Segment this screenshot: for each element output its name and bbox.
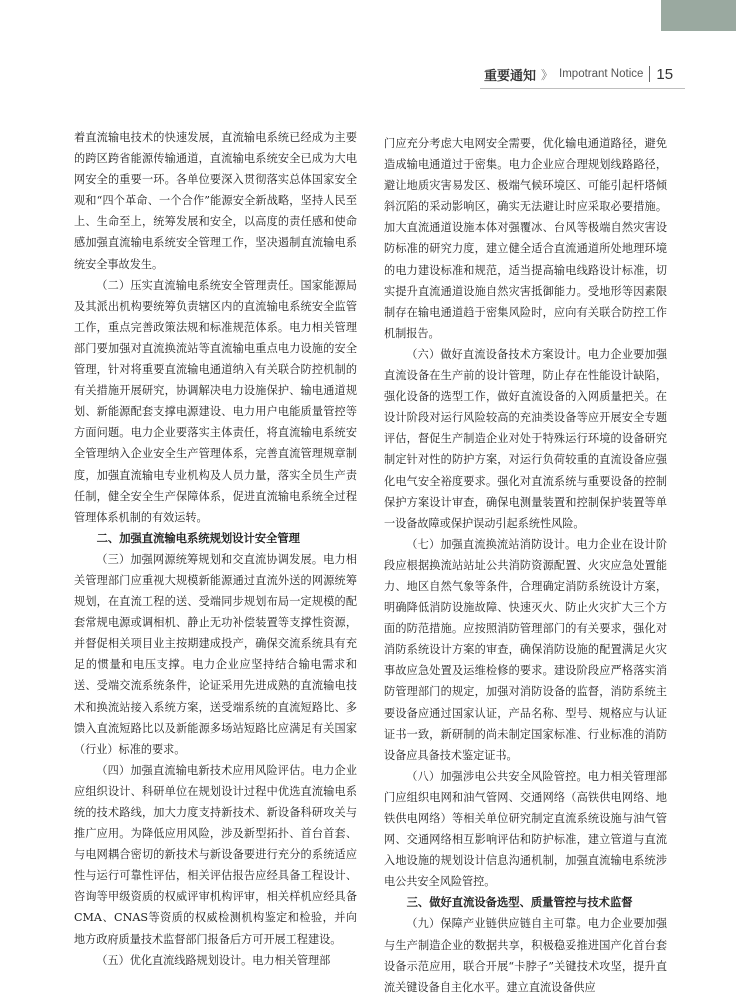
section-tab bbox=[661, 0, 736, 31]
left-column bbox=[74, 127, 357, 971]
paragraph: （二）压实直流输电系统安全管理责任。国家能源局及其派出机构要统筹负责辖区内的直流输电系统安全监管工作，重点完善政策法规和标准规范体系。电力相关管理部门要加强对直流换流站等直流输电重点电力设施的安全管理，针对将重要直流输电通道纳入有关联合防控机制的有关措施开展研究，协调解决电力设施保护、输电通道规划、新能源配套支撑电源建设、电力用户电能质量管控等方面问题。电力企业要落实主体责任，将直流输电系统安全管理纳入企业安全生产管理体系，完善直流管理规章制度，加强直流输电专业机构及人员力量，落实全员生产责任制，健全安全生产保障体系，促进直流输电系统全过程管理体系机制的有效运转。 bbox=[74, 278, 357, 524]
paragraph: （五）优化直流线路规划设计。电力相关管理部 bbox=[96, 953, 331, 967]
paragraph: （三）加强网源统筹规划和交直流协调发展。电力相关管理部门应重视大规模新能源通过直流外送的网源统筹规划，在直流工程的送、受端同步规划布局一定规模的配套常规电源或调相机、静止无功补偿装置等支撑性资源，并督促相关项目业主按期建成投产，确保交流系统具有充足的惯量和电压支撑。电力企业应坚持结合输电需求和送、受端交流系统条件，论证采用先进成熟的直流输电技术和换流站接入系统方案，送受端系统的直流短路比、多馈入直流短路比以及新能源多场站短路比应满足有关国家（行业）标准的要求。 bbox=[74, 552, 357, 756]
paragraph: （六）做好直流设备技术方案设计。电力企业要加强直流设备在生产前的设计管理，防止存在性能设计缺陷，强化设备的选型工作，做好直流设备的入网质量把关。在设计阶段对运行风险较高的充油类设备等应开展安全专题评估，督促生产制造企业对处于特殊运行环境的设备研究制定针对性的防护方案，对运行负荷较重的直流设备应强化电气安全裕度要求。强化对直流系统与重要设备的控制保护方案设计审查，确保电测量装置和控制保护装置等单一设备故障或保护误动引起系统性风险。 bbox=[384, 347, 667, 530]
section-title-english: Impotrant Notice bbox=[559, 68, 644, 80]
paragraph: （七）加强直流换流站消防设计。电力企业在设计阶段应根据换流站站址公共消防资源配置、火灾应急处置能力、地区自然气象等条件，合理确定消防系统设计方案，明确降低消防设施故障、快速灭火、防止火灾扩大三个方面的防范措施。应按照消防管理部门的有关要求，强化对消防系统设计方案的审查，确保消防设施的配置满足火灾事故应急处置及运维检修的要求。建设阶段应严格落实消防管理部门的规定，加强对消防设备的监督，消防系统主要设备应通过国家认证，产品名称、型号、规格应与认证证书一致，新研制的尚未制定国家标准、行业标准的消防设备应具备技术鉴定证书。 bbox=[384, 537, 667, 762]
page-header bbox=[484, 62, 684, 86]
section-heading: 二、加强直流输电系统规划设计安全管理 bbox=[96, 531, 300, 545]
page-number: 15 bbox=[656, 65, 674, 83]
paragraph: （八）加强涉电公共安全风险管控。电力相关管理部门应组织电网和油气管网、交通网络（高铁供电网络、地铁供电网络）等相关单位研究制定直流系统设施与油气管网、交通网络相互影响评估和防护标准，建立管道与直流入地设施的规划设计信息沟通机制，加强直流输电系统涉电公共安全风险管控。 bbox=[384, 769, 667, 889]
header-divider bbox=[649, 66, 650, 82]
section-title: 重要通知 bbox=[484, 68, 537, 84]
paragraph: （九）保障产业链供应链自主可靠。电力企业要加强与生产制造企业的数据共享，积极稳妥推进国产化首台套设备示范应用，联合开展“卡脖子”关键技术攻坚，提升直流关键设备自主化水平。建立直流设备供应 bbox=[384, 917, 667, 994]
header-rule bbox=[480, 88, 685, 89]
double-chevron-icon: 》 bbox=[541, 67, 551, 82]
right-column bbox=[384, 133, 667, 998]
paragraph: 着直流输电技术的快速发展，直流输电系统已经成为主要的跨区跨省能源传输通道，直流输电系统安全已成为大电网安全的重要一环。各单位要深入贯彻落实总体国家安全观和“四个革命、一个合作”能源安全新战略，坚持人民至上、生命至上，统筹发展和安全，以高度的责任感和使命感加强直流输电系统安全管理工作，坚决遏制直流输电系统安全事故发生。 bbox=[74, 131, 357, 271]
paragraph: 门应充分考虑大电网安全需要，优化输电通道路径，避免造成输电通道过于密集。电力企业应合理规划线路路径，避让地质灾害易发区、极端气候环境区、可能引起杆塔倾斜沉陷的采动影响区，确实无法避让时应采取必要措施。加大直流通道设施本体对强覆冰、台风等极端自然灾害设防标准的研究力度，建立健全适合直流通道所处地理环境的电力建设标准和规范，适当提高输电线路设计标准，切实提升直流通道设施自然灾害抵御能力。受地形等因素限制存在输电通道趋于密集风险时，应向有关联合防控工作机制报告。 bbox=[384, 137, 667, 340]
paragraph: （四）加强直流输电新技术应用风险评估。电力企业应组织设计、科研单位在规划设计过程中优选直流输电系统的技术路线，加大力度支持新技术、新设备科研攻关与推广应用。为降低应用风险，涉及新型拓扑、首台首套、与电网耦合密切的新技术与新设备要进行充分的系统适应性与运行可靠性评估，相关评估报告应经具备工程设计、咨询等甲级资质的权威评审机构评审，相关样机应经具备CMA、CNAS等资质的权威检测机构鉴定和检验，并向地方政府质量技术监督部门报备后方可开展工程建设。 bbox=[74, 763, 357, 946]
section-heading: 三、做好直流设备选型、质量管控与技术监督 bbox=[406, 896, 633, 910]
